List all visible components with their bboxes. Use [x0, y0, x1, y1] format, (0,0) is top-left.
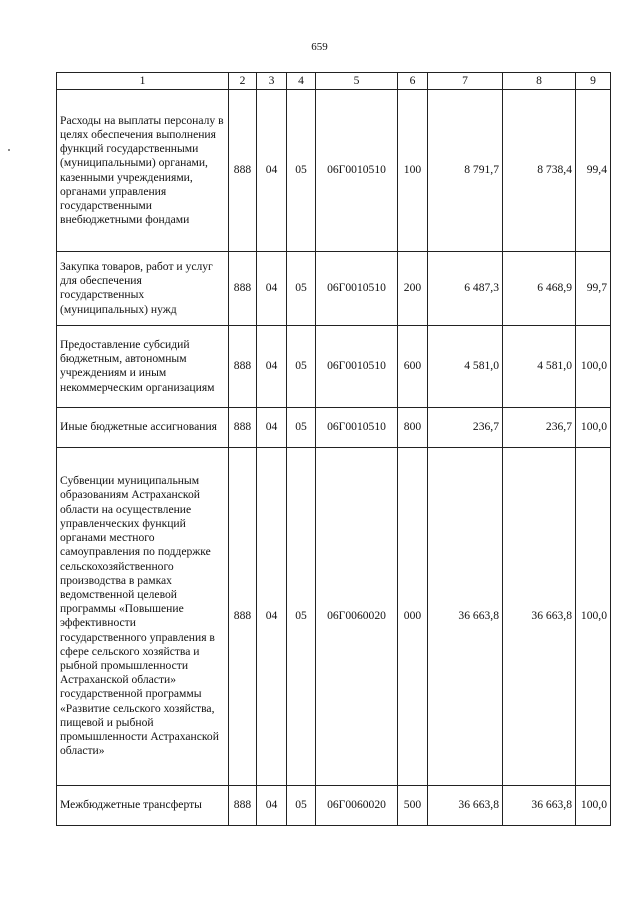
cell-subsection: 05 — [287, 252, 316, 326]
cell-expense-type: 100 — [398, 90, 428, 252]
cell-plan: 6 487,3 — [428, 252, 503, 326]
cell-plan: 36 663,8 — [428, 785, 503, 825]
cell-percent: 100,0 — [576, 447, 611, 785]
cell-section: 04 — [257, 785, 287, 825]
cell-expense-type: 000 — [398, 447, 428, 785]
page-number: 659 — [311, 41, 328, 53]
cell-fact: 8 738,4 — [503, 90, 576, 252]
col-header-5: 5 — [316, 73, 398, 90]
scan-mark — [8, 149, 10, 151]
cell-subsection: 05 — [287, 785, 316, 825]
cell-section: 04 — [257, 90, 287, 252]
table-row — [57, 90, 611, 252]
cell-target-item: 06Г0060020 — [316, 785, 398, 825]
cell-subsection: 05 — [287, 407, 316, 447]
cell-target-item: 06Г0010510 — [316, 407, 398, 447]
col-header-7: 7 — [428, 73, 503, 90]
cell-plan: 4 581,0 — [428, 325, 503, 407]
cell-target-item: 06Г0010510 — [316, 90, 398, 252]
cell-target-item: 06Г0010510 — [316, 252, 398, 326]
col-header-6: 6 — [398, 73, 428, 90]
col-header-4: 4 — [287, 73, 316, 90]
table-row — [57, 325, 611, 407]
row-description: Субвенции муниципальным образованиям Астраханской области на осуществление управленческих функций органами местного самоуправления по поддержке сельскохозяйственного производства в рамках ведомственной целевой программы «Повышение эффективности государственного управления в сфере сельского хозяйства и рыбной промышленности Астраханской области» государственной программы «Развитие сельского хозяйства, пищевой и рыбной промышленности Астраханской области» — [57, 447, 229, 785]
col-header-2: 2 — [229, 73, 257, 90]
row-description: Межбюджетные трансферты — [57, 785, 229, 825]
cell-plan: 236,7 — [428, 407, 503, 447]
cell-plan: 8 791,7 — [428, 90, 503, 252]
table-row — [57, 252, 611, 326]
col-header-3: 3 — [257, 73, 287, 90]
cell-fact: 236,7 — [503, 407, 576, 447]
table-body — [57, 90, 611, 826]
cell-section: 04 — [257, 407, 287, 447]
cell-target-item: 06Г0060020 — [316, 447, 398, 785]
table-row — [57, 447, 611, 785]
cell-expense-type: 500 — [398, 785, 428, 825]
cell-fact: 36 663,8 — [503, 447, 576, 785]
cell-subsection: 05 — [287, 90, 316, 252]
col-header-1: 1 — [57, 73, 229, 90]
table-header — [57, 73, 611, 90]
cell-fact: 6 468,9 — [503, 252, 576, 326]
cell-grbs: 888 — [229, 90, 257, 252]
col-header-8: 8 — [503, 73, 576, 90]
cell-grbs: 888 — [229, 407, 257, 447]
cell-percent: 100,0 — [576, 407, 611, 447]
cell-target-item: 06Г0010510 — [316, 325, 398, 407]
cell-subsection: 05 — [287, 325, 316, 407]
cell-fact: 4 581,0 — [503, 325, 576, 407]
cell-percent: 99,7 — [576, 252, 611, 326]
cell-expense-type: 200 — [398, 252, 428, 326]
row-description: Предоставление субсидий бюджетным, автономным учреждениям и иным некоммерческим организациям — [57, 325, 229, 407]
row-description: Иные бюджетные ассигнования — [57, 407, 229, 447]
cell-plan: 36 663,8 — [428, 447, 503, 785]
cell-grbs: 888 — [229, 447, 257, 785]
col-header-9: 9 — [576, 73, 611, 90]
cell-grbs: 888 — [229, 785, 257, 825]
cell-section: 04 — [257, 325, 287, 407]
cell-section: 04 — [257, 447, 287, 785]
table-row — [57, 407, 611, 447]
header-row — [57, 73, 611, 90]
table-row — [57, 785, 611, 825]
cell-section: 04 — [257, 252, 287, 326]
cell-fact: 36 663,8 — [503, 785, 576, 825]
row-description: Расходы на выплаты персоналу в целях обеспечения выполнения функций государственными (муниципальными) органами, казенными учреждениями, органами управления государственными внебюджетными фондами — [57, 90, 229, 252]
cell-percent: 100,0 — [576, 785, 611, 825]
cell-grbs: 888 — [229, 325, 257, 407]
cell-subsection: 05 — [287, 447, 316, 785]
cell-expense-type: 600 — [398, 325, 428, 407]
cell-percent: 99,4 — [576, 90, 611, 252]
row-description: Закупка товаров, работ и услуг для обеспечения государственных (муниципальных) нужд — [57, 252, 229, 326]
cell-grbs: 888 — [229, 252, 257, 326]
cell-percent: 100,0 — [576, 325, 611, 407]
cell-expense-type: 800 — [398, 407, 428, 447]
budget-table — [56, 72, 611, 826]
